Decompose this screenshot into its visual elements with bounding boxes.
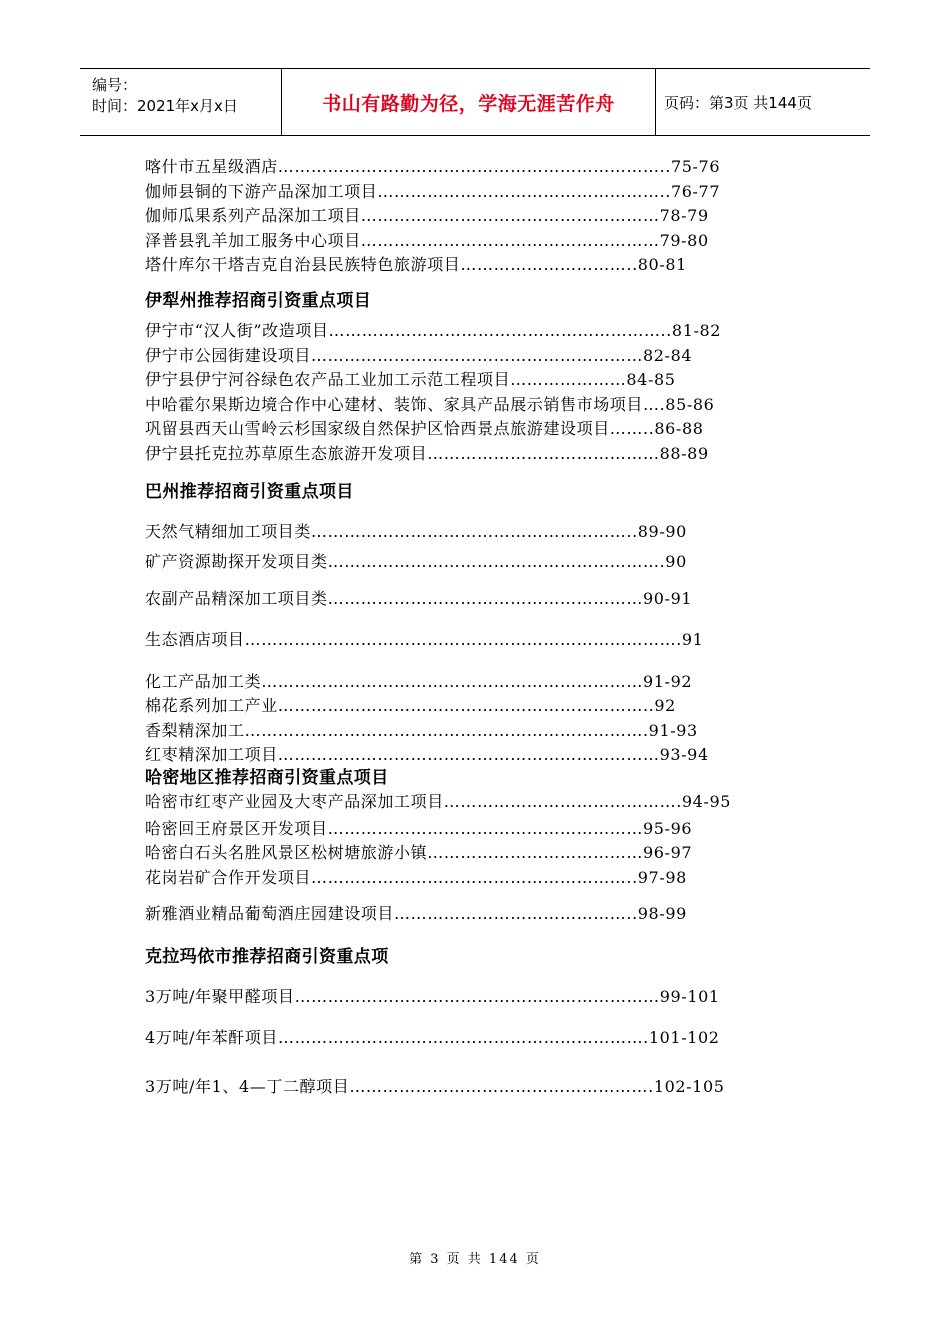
toc-entry: 巩留县西天山雪岭云杉国家级自然保护区恰西景点旅游建设项目……..86-88 — [145, 419, 704, 438]
section-heading: 克拉玛依市推荐招商引资重点项 — [145, 946, 389, 967]
section-heading: 巴州推荐招商引资重点项目 — [145, 482, 354, 502]
toc-entry: 香梨精深加工……………………………………………………………….91-93 — [145, 720, 698, 740]
toc-entry: 化工产品加工类……………………………………………………………91-92 — [145, 671, 693, 691]
toc-entry: 生态酒店项目…………………………………………………………………….91 — [145, 630, 704, 649]
toc-entry: 伊宁县伊宁河谷绿色农产品工业加工示范工程项目…………………84-85 — [145, 370, 676, 389]
doc-number-label: 编号： — [92, 76, 138, 94]
header-meta — [80, 69, 281, 135]
toc-entry: 塔什库尔干塔吉克自治县民族特色旅游项目…………………………..80-81 — [145, 255, 687, 274]
section-heading: 哈密地区推荐招商引资重点项目 — [145, 767, 389, 788]
page-footer: 第 3 页 共 144 页 — [409, 1252, 541, 1267]
toc-entry: 矿产资源勘探开发项目类…………………………………………………….90 — [145, 552, 687, 571]
toc-entry: 天然气精细加工项目类…………………………………………………..89-90 — [145, 521, 687, 541]
doc-time-label: 时间：2021年x月x日 — [92, 97, 238, 115]
toc-entry: 伊宁市“汉人街”改造项目……………………………………………………..81-82 — [145, 321, 722, 340]
toc-entry: 棉花系列加工产业…………………………………………………………..92 — [145, 696, 676, 715]
section-heading: 伊犁州推荐招商引资重点项目 — [145, 290, 372, 311]
toc-entry: 伊宁市公园街建设项目……………………………………………………82-84 — [145, 345, 693, 365]
toc-entry: 哈密市红枣产业园及大枣产品深加工项目…………………………………….94-95 — [145, 792, 732, 811]
toc-entry: 新雅酒业精品葡萄酒庄园建设项目……………………………………..98-99 — [145, 904, 687, 923]
toc-entry: 泽普县乳羊加工服务中心项目………………………………………………79-80 — [145, 230, 709, 250]
toc-entry: 3万吨/年聚甲醛项目…………………………………………………………99-101 — [145, 987, 720, 1006]
toc-entry: 3万吨/年1、4—丁二醇项目……………………………………………….102-105 — [145, 1077, 725, 1096]
header-page-count: 页码：第3页 共144页 — [664, 93, 812, 112]
toc-entry: 哈密回王府景区开发项目…………………………………………………95-96 — [145, 818, 693, 838]
page-header — [80, 68, 870, 136]
toc-entry: 伊宁县托克拉苏草原生态旅游开发项目……………………………………88-89 — [145, 443, 709, 463]
toc-entry: 哈密白石头名胜风景区松树塘旅游小镇…………………………………96-97 — [145, 843, 693, 862]
toc-entry: 中哈霍尔果斯边境合作中心建材、装饰、家具产品展示销售市场项目….85-86 — [145, 394, 715, 414]
toc-entry: 伽师瓜果系列产品深加工项目………………………………………………78-79 — [145, 206, 709, 225]
header-motto: 书山有路勤为径，学海无涯苦作舟 — [281, 69, 656, 135]
toc-entry: 农副产品精深加工项目类…………………………………………………90-91 — [145, 588, 693, 608]
toc-entry: 花岗岩矿合作开发项目…………………………………………………..97-98 — [145, 867, 687, 887]
toc-entry: 4万吨/年苯酐项目………………………………………………………….101-102 — [145, 1027, 720, 1047]
toc-entry: 喀什市五星级酒店……………………………………………………………..75-76 — [145, 157, 721, 176]
toc-entry: 伽师县铜的下游产品深加工项目……………………………………………..76-77 — [145, 181, 721, 201]
table-of-contents — [145, 155, 825, 1108]
toc-entry: 红枣精深加工项目……………………………………………………………93-94 — [145, 745, 709, 764]
